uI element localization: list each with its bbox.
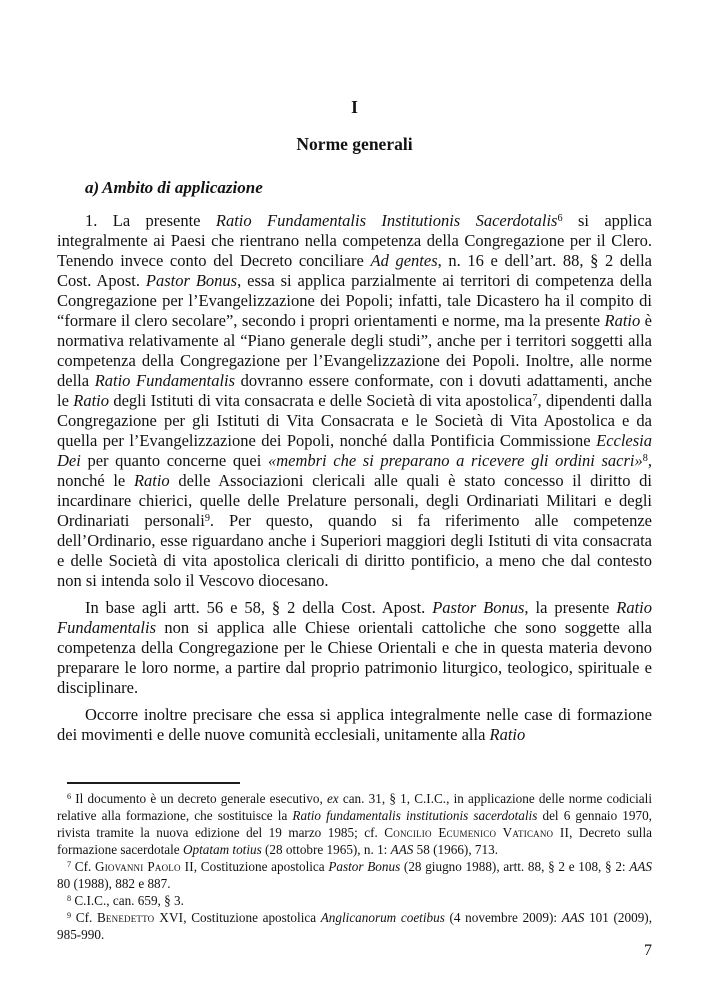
- text-segment: «membri che si preparano a ricevere gli ordini sacri»: [267, 451, 643, 470]
- text-segment: Ratio: [133, 471, 170, 490]
- footnote: [57, 858, 652, 892]
- text-segment: , Costituzione apostolica: [183, 910, 321, 925]
- text-segment: 58 (1966), 713.: [413, 842, 498, 857]
- text-segment: Occorre inoltre precisare che essa si applica integralmente nelle case di formazione dei movimenti e delle nuove comunità ecclesiali, unitamente alla: [57, 705, 652, 744]
- footnote-list: [57, 790, 652, 943]
- footnotes-section: [57, 782, 652, 943]
- footnote-reference: 8: [642, 453, 648, 465]
- section-heading: [57, 178, 652, 198]
- footnote-reference: 7: [67, 860, 72, 870]
- page-number: 7: [644, 942, 652, 959]
- footnote-reference: 9: [67, 911, 72, 921]
- text-segment: Pastor Bonus: [328, 859, 401, 874]
- text-segment: In base agli artt. 56 e 58, § 2 della Cost. Apost.: [85, 598, 433, 617]
- footnote-reference: 6: [557, 213, 563, 225]
- text-segment: , nonché le: [57, 451, 652, 490]
- page-content: [57, 97, 652, 745]
- text-segment: , dipendenti dalla Congregazione per gli Istituti di Vita Consacrata e le Società di Vita Apostolica e da quella per l’Evangelizzazione dei Popoli, nonché dalla Pontificia Commissione: [57, 391, 652, 450]
- text-segment: Ratio Fundamentalis: [57, 598, 652, 637]
- text-segment: Pastor Bonus: [145, 271, 238, 290]
- footnote-reference: 8: [67, 894, 72, 904]
- text-segment: del 6 gennaio 1970, rivista tramite la nuova edizione del 19 marzo 1985; cf.: [57, 808, 652, 840]
- paragraph: [57, 598, 652, 698]
- text-segment: è normativa relativamente al “Piano generale degli studi”, anche per i territori soggetti alla competenza della Congregazione per l’Evangelizzazione dei Popoli. Inoltre, alle norme della: [57, 311, 652, 390]
- footnote-separator-rule: [67, 782, 240, 784]
- text-segment: 101 (2009), 985-990.: [57, 910, 652, 942]
- text-segment: (4 novembre 2009):: [444, 910, 562, 925]
- text-segment: AAS: [561, 910, 585, 925]
- footnote: [57, 909, 652, 943]
- text-segment: dovranno essere conformate, con i dovuti adattamenti, anche le: [57, 371, 652, 410]
- text-segment: Cf.: [71, 910, 97, 925]
- footnote-reference: 7: [532, 393, 538, 405]
- text-segment: Ratio Fundamentalis Institutionis Sacerdotalis: [215, 211, 558, 230]
- text-segment: Giovanni Paolo II: [95, 859, 194, 874]
- paragraph: [57, 705, 652, 745]
- text-segment: delle Associazioni clericali alle quali è stato concesso il diritto di incardinare chierici, quelle delle Prelature personali, degli Ordinariati Militari e degli Ordinariati personali: [57, 471, 652, 530]
- text-segment: Cf.: [71, 859, 95, 874]
- text-segment: 1. La presente: [85, 211, 216, 230]
- footnote-reference: 9: [204, 513, 210, 525]
- text-segment: Ratio: [604, 311, 641, 330]
- text-segment: Il documento è un decreto generale esecutivo,: [71, 791, 327, 806]
- text-segment: , essa si applica parzialmente ai territori di competenza della Congregazione per l’Evangelizzazione dei Popoli; infatti, tale Dicastero ha il compito di “formare il clero secolare”, secondo i propri orientamenti e norme, ma la presente: [57, 271, 652, 330]
- text-segment: , n. 16 e dell’art. 88, § 2 della Cost. Apost.: [57, 251, 653, 290]
- text-segment: Concilio Ecumenico Vaticano II: [384, 825, 570, 840]
- body-paragraphs: [57, 211, 652, 745]
- text-segment: non si applica alle Chiese orientali cattoliche che sono soggette alla competenza della Congregazione per le Chiese Orientali e che in questa materia devono preparare le loro norme, a partire dal proprio patrimonio liturgico, teologico, spirituale e disciplinare.: [57, 618, 652, 697]
- text-segment: Ratio: [489, 725, 526, 744]
- text-segment: Ratio Fundamentalis: [94, 371, 236, 390]
- text-segment: Ecclesia Dei: [57, 431, 652, 470]
- footnote: [57, 790, 652, 858]
- paragraph: [57, 211, 652, 591]
- text-segment: degli Istituti di vita consacrata e delle Società di vita apostolica: [109, 391, 533, 410]
- text-segment: (28 ottobre 1965), n. 1:: [261, 842, 391, 857]
- text-segment: AAS: [629, 859, 653, 874]
- text-segment: Benedetto XVI: [96, 910, 184, 925]
- chapter-title: Norme generali: [296, 134, 413, 154]
- text-segment: ex: [326, 791, 339, 806]
- text-segment: Anglicanorum coetibus: [320, 910, 445, 925]
- text-segment: , Decreto sulla formazione sacerdotale: [57, 825, 652, 857]
- text-segment: , Costituzione apostolica: [193, 859, 329, 874]
- text-segment: AAS: [390, 842, 414, 857]
- text-segment: 80 (1988), 882 e 887.: [57, 876, 171, 891]
- chapter-number: I: [351, 97, 358, 117]
- text-segment: per quanto concerne quei: [80, 451, 268, 470]
- section-title: Ambito di applicazione: [102, 178, 263, 197]
- text-segment: , la presente: [524, 598, 617, 617]
- text-segment: si applica integralmente ai Paesi che rientrano nella competenza della Congregazione per il Clero. Tenendo invece conto del Decreto conciliare: [57, 211, 652, 270]
- text-segment: can. 31, § 1, C.I.C., in applicazione delle norme codiciali relative alla formazione, che sostituisce la: [57, 791, 652, 823]
- text-segment: Ratio fundamentalis institutionis sacerdotalis: [292, 808, 538, 823]
- footnote: [57, 892, 652, 909]
- text-segment: Pastor Bonus: [432, 598, 525, 617]
- text-segment: Ad gentes: [370, 251, 438, 270]
- text-segment: Optatam totius: [182, 842, 262, 857]
- text-segment: . Per questo, quando si fa riferimento alle competenze dell’Ordinario, esse riguardano anche i Superiori maggiori degli Istituti di vita consacrata e delle Società di vita apostolica clericali di diritto pontificio, a meno che dal contesto non si intenda solo il Vescovo diocesano.: [57, 511, 652, 590]
- text-segment: (28 giugno 1988), artt. 88, § 2 e 108, § 2:: [400, 859, 630, 874]
- footnote-reference: 6: [67, 792, 72, 802]
- text-segment: Ratio: [73, 391, 109, 410]
- section-letter: a): [85, 178, 100, 197]
- text-segment: C.I.C., can. 659, § 3.: [71, 893, 184, 908]
